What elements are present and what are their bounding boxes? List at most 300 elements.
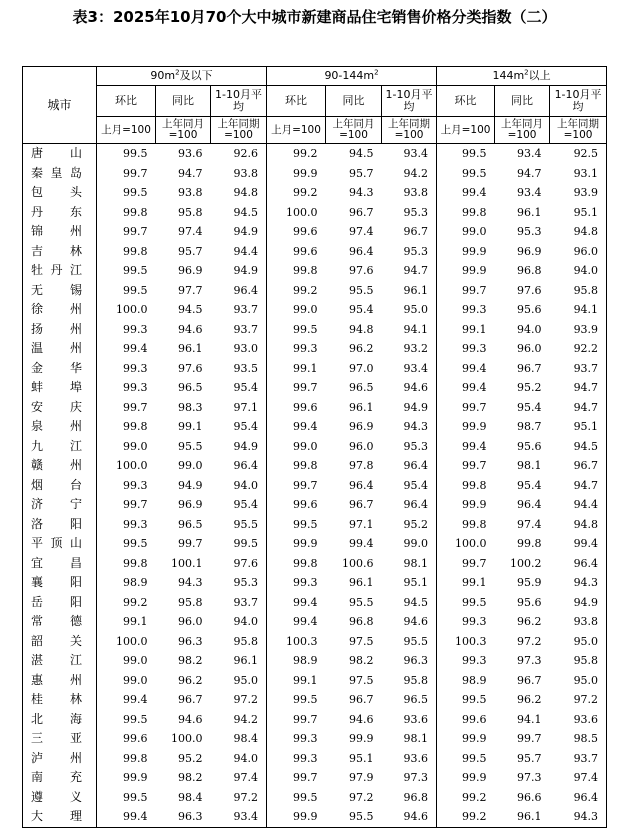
city-name: 大 理 — [23, 807, 97, 827]
table-row — [23, 476, 607, 496]
index-value: 97.4 — [349, 225, 374, 239]
index-value: 93.7 — [211, 300, 267, 320]
index-value: 94.7 — [517, 166, 542, 180]
index-value: 94.3 — [349, 186, 374, 200]
index-value: 99.7 — [462, 459, 487, 473]
city-name: 南 充 — [23, 768, 97, 788]
index-value: 94.2 — [211, 710, 267, 730]
index-value: 94.0 — [550, 261, 607, 281]
index-value: 94.6 — [382, 612, 437, 632]
index-value: 96.9 — [349, 420, 374, 434]
index-value: 95.3 — [517, 225, 542, 239]
city-name: 襄 阳 — [23, 573, 97, 593]
table-row — [23, 203, 607, 223]
index-value: 97.3 — [517, 654, 542, 668]
index-value: 100.3 — [455, 634, 487, 648]
index-value: 99.7 — [462, 400, 487, 414]
table-row — [23, 710, 607, 730]
city-name: 常 德 — [23, 612, 97, 632]
index-value: 93.5 — [211, 359, 267, 379]
table-row — [23, 534, 607, 554]
table-row — [23, 593, 607, 613]
index-value: 99.3 — [123, 517, 148, 531]
city-name: 岳 阳 — [23, 593, 97, 613]
index-value: 94.5 — [382, 593, 437, 613]
city-name: 韶 关 — [23, 632, 97, 652]
index-value: 93.7 — [211, 320, 267, 340]
city-name: 温 州 — [23, 339, 97, 359]
index-value: 97.5 — [349, 634, 374, 648]
city-name: 济 宁 — [23, 495, 97, 515]
base-label-yoy: 上年同月=100 — [156, 117, 211, 144]
index-value: 93.7 — [550, 749, 607, 769]
index-value: 95.8 — [550, 281, 607, 301]
index-value: 96.0 — [550, 242, 607, 262]
index-value: 95.2 — [382, 515, 437, 535]
index-value: 97.5 — [349, 673, 374, 687]
index-value: 100.0 — [116, 634, 148, 648]
index-value: 99.0 — [123, 439, 148, 453]
index-value: 93.7 — [211, 593, 267, 613]
index-value: 99.1 — [462, 576, 487, 590]
index-value: 99.7 — [462, 283, 487, 297]
index-value: 99.5 — [293, 693, 318, 707]
index-value: 94.7 — [550, 476, 607, 496]
index-value: 98.1 — [517, 459, 542, 473]
index-value: 96.2 — [517, 615, 542, 629]
index-value: 94.0 — [211, 476, 267, 496]
index-value: 93.7 — [550, 359, 607, 379]
index-value: 97.2 — [211, 690, 267, 710]
index-value: 97.0 — [349, 361, 374, 375]
table-row — [23, 300, 607, 320]
index-value: 94.1 — [517, 712, 542, 726]
index-value: 94.3 — [550, 573, 607, 593]
index-value: 95.5 — [349, 283, 374, 297]
index-value: 99.0 — [293, 439, 318, 453]
index-value: 99.4 — [550, 534, 607, 554]
index-value: 96.7 — [517, 361, 542, 375]
index-value: 93.4 — [517, 147, 542, 161]
index-value: 98.2 — [349, 654, 374, 668]
index-value: 96.3 — [156, 807, 211, 827]
subheader-mom: 环比 — [437, 86, 495, 117]
index-value: 96.0 — [178, 615, 203, 629]
index-value: 99.4 — [123, 342, 148, 356]
index-value: 99.0 — [123, 673, 148, 687]
index-value: 95.3 — [382, 437, 437, 457]
index-value: 94.7 — [382, 261, 437, 281]
index-value: 96.3 — [382, 651, 437, 671]
index-value: 95.8 — [550, 651, 607, 671]
index-value: 94.3 — [178, 576, 203, 590]
index-value: 99.1 — [462, 322, 487, 336]
index-value: 99.7 — [293, 712, 318, 726]
index-value: 93.8 — [382, 183, 437, 203]
group-header-large: $144m^2$以上 — [437, 67, 607, 86]
city-name: 丹 东 — [23, 203, 97, 223]
index-value: 99.0 — [178, 459, 203, 473]
index-value: 95.4 — [211, 378, 267, 398]
index-value: 96.8 — [517, 264, 542, 278]
index-value: 94.6 — [382, 807, 437, 827]
index-value: 99.8 — [462, 478, 487, 492]
index-value: 96.8 — [382, 788, 437, 808]
index-value: 99.0 — [462, 225, 487, 239]
index-value: 98.1 — [382, 729, 437, 749]
index-value: 96.1 — [517, 205, 542, 219]
index-value: 97.4 — [178, 225, 203, 239]
group-header-small: $90m^2$及以下 — [97, 67, 267, 86]
table-row — [23, 788, 607, 808]
index-value: 96.8 — [349, 615, 374, 629]
index-value: 95.1 — [550, 203, 607, 223]
index-value: 96.9 — [178, 264, 203, 278]
index-value: 99.8 — [123, 205, 148, 219]
index-value: 99.5 — [462, 693, 487, 707]
city-name: 泉 州 — [23, 417, 97, 437]
subheader-ytd-avg: 1-10月平均 — [211, 86, 267, 117]
index-value: 92.6 — [211, 144, 267, 164]
index-value: 96.5 — [349, 381, 374, 395]
index-value: 97.1 — [211, 398, 267, 418]
index-value: 95.5 — [349, 595, 374, 609]
index-value: 94.5 — [178, 303, 203, 317]
index-value: 95.8 — [178, 205, 203, 219]
table-row — [23, 417, 607, 437]
index-value: 98.5 — [550, 729, 607, 749]
index-value: 99.9 — [462, 732, 487, 746]
index-value: 96.7 — [550, 456, 607, 476]
city-name: 吉 林 — [23, 242, 97, 262]
index-value: 99.9 — [462, 264, 487, 278]
index-value: 96.1 — [349, 400, 374, 414]
index-value: 99.8 — [293, 556, 318, 570]
index-value: 95.8 — [178, 595, 203, 609]
index-value: 96.2 — [349, 342, 374, 356]
index-value: 93.6 — [178, 147, 203, 161]
table-row — [23, 222, 607, 242]
city-name: 锦 州 — [23, 222, 97, 242]
index-value: 99.5 — [123, 147, 148, 161]
index-value: 96.1 — [178, 342, 203, 356]
city-name: 秦 皇 岛 — [23, 164, 97, 184]
index-value: 94.9 — [211, 222, 267, 242]
index-value: 94.8 — [349, 322, 374, 336]
city-name: 桂 林 — [23, 690, 97, 710]
city-name: 惠 州 — [23, 671, 97, 691]
index-value: 99.8 — [517, 537, 542, 551]
base-label-mom: 上月=100 — [437, 117, 495, 144]
index-value: 94.6 — [349, 712, 374, 726]
subheader-yoy: 同比 — [495, 86, 550, 117]
index-value: 99.5 — [123, 537, 148, 551]
index-value: 95.6 — [517, 303, 542, 317]
index-value: 97.2 — [550, 690, 607, 710]
base-label-mom: 上月=100 — [97, 117, 156, 144]
index-value: 99.8 — [123, 556, 148, 570]
table-row — [23, 632, 607, 652]
index-value: 99.4 — [462, 439, 487, 453]
index-value: 99.2 — [293, 186, 318, 200]
index-value: 97.2 — [517, 634, 542, 648]
index-value: 99.3 — [462, 342, 487, 356]
table-row — [23, 437, 607, 457]
table-row — [23, 183, 607, 203]
index-value: 95.8 — [382, 671, 437, 691]
subheader-mom: 环比 — [97, 86, 156, 117]
index-value: 95.4 — [211, 495, 267, 515]
index-value: 99.1 — [123, 615, 148, 629]
city-name: 金 华 — [23, 359, 97, 379]
city-name: 唐 山 — [23, 144, 97, 164]
index-value: 95.4 — [211, 417, 267, 437]
index-value: 95.3 — [382, 203, 437, 223]
index-value: 95.6 — [517, 595, 542, 609]
index-value: 99.5 — [293, 517, 318, 531]
table-row — [23, 242, 607, 262]
index-value: 97.6 — [349, 264, 374, 278]
index-value: 99.1 — [293, 673, 318, 687]
index-value: 93.1 — [550, 164, 607, 184]
index-value: 98.4 — [178, 790, 203, 804]
index-value: 98.2 — [178, 771, 203, 785]
index-value: 96.2 — [517, 693, 542, 707]
index-value: 99.5 — [123, 712, 148, 726]
index-value: 94.4 — [550, 495, 607, 515]
table-row — [23, 261, 607, 281]
index-value: 95.4 — [517, 400, 542, 414]
index-value: 92.5 — [550, 144, 607, 164]
index-value: 96.0 — [517, 342, 542, 356]
index-value: 94.6 — [178, 322, 203, 336]
index-value: 94.0 — [211, 612, 267, 632]
index-value: 95.0 — [550, 632, 607, 652]
index-value: 100.1 — [171, 556, 203, 570]
index-value: 99.0 — [123, 654, 148, 668]
city-name: 安 庆 — [23, 398, 97, 418]
index-value: 99.5 — [123, 283, 148, 297]
index-value: 99.7 — [123, 166, 148, 180]
index-value: 94.0 — [211, 749, 267, 769]
index-value: 99.4 — [349, 537, 374, 551]
index-value: 96.7 — [517, 673, 542, 687]
index-value: 99.7 — [123, 225, 148, 239]
index-value: 99.8 — [123, 244, 148, 258]
index-value: 99.9 — [462, 771, 487, 785]
index-value: 99.4 — [293, 595, 318, 609]
index-value: 93.8 — [211, 164, 267, 184]
index-value: 99.5 — [211, 534, 267, 554]
index-value: 94.1 — [550, 300, 607, 320]
subheader-yoy: 同比 — [326, 86, 382, 117]
table-row — [23, 729, 607, 749]
index-value: 93.8 — [178, 186, 203, 200]
index-value: 97.6 — [178, 361, 203, 375]
city-name: 泸 州 — [23, 749, 97, 769]
index-value: 99.5 — [123, 264, 148, 278]
index-value: 99.5 — [462, 595, 487, 609]
city-name: 扬 州 — [23, 320, 97, 340]
index-value: 96.6 — [517, 790, 542, 804]
index-value: 96.7 — [349, 693, 374, 707]
index-value: 100.0 — [455, 537, 487, 551]
base-label-mom: 上月=100 — [267, 117, 326, 144]
index-value: 93.4 — [382, 359, 437, 379]
index-value: 96.4 — [349, 244, 374, 258]
index-value: 96.0 — [349, 439, 374, 453]
subheader-mom: 环比 — [267, 86, 326, 117]
index-value: 95.1 — [349, 751, 374, 765]
index-value: 100.0 — [286, 205, 318, 219]
base-label-ytd-avg: 上年同期=100 — [550, 117, 607, 144]
index-value: 93.4 — [517, 186, 542, 200]
city-name: 宜 昌 — [23, 554, 97, 574]
index-value: 96.4 — [211, 456, 267, 476]
index-value: 96.2 — [178, 673, 203, 687]
index-value: 99.8 — [293, 264, 318, 278]
index-value: 100.2 — [510, 556, 542, 570]
index-value: 96.4 — [382, 495, 437, 515]
index-value: 96.7 — [382, 222, 437, 242]
index-value: 99.8 — [462, 205, 487, 219]
index-value: 93.9 — [550, 183, 607, 203]
index-value: 99.7 — [178, 537, 203, 551]
index-value: 95.3 — [211, 573, 267, 593]
index-value: 96.4 — [382, 456, 437, 476]
index-value: 93.4 — [382, 144, 437, 164]
table-row — [23, 749, 607, 769]
index-value: 94.0 — [517, 322, 542, 336]
index-value: 95.9 — [517, 576, 542, 590]
index-value: 94.4 — [211, 242, 267, 262]
table-row — [23, 320, 607, 340]
index-value: 99.4 — [293, 420, 318, 434]
index-value: 97.8 — [349, 459, 374, 473]
table-row — [23, 281, 607, 301]
index-value: 99.8 — [123, 751, 148, 765]
table-row — [23, 690, 607, 710]
table-row — [23, 456, 607, 476]
index-value: 99.0 — [293, 303, 318, 317]
index-value: 96.5 — [178, 517, 203, 531]
city-name: 北 海 — [23, 710, 97, 730]
index-value: 99.2 — [462, 790, 487, 804]
index-value: 99.6 — [293, 400, 318, 414]
index-value: 94.8 — [550, 515, 607, 535]
city-name: 赣 州 — [23, 456, 97, 476]
index-value: 96.4 — [211, 281, 267, 301]
index-value: 99.3 — [123, 381, 148, 395]
index-value: 94.9 — [550, 593, 607, 613]
index-value: 94.1 — [382, 320, 437, 340]
index-value: 99.2 — [123, 595, 148, 609]
city-name: 湛 江 — [23, 651, 97, 671]
index-value: 99.6 — [293, 498, 318, 512]
table-row — [23, 768, 607, 788]
index-value: 98.1 — [382, 554, 437, 574]
index-value: 94.3 — [550, 807, 607, 827]
index-value: 99.7 — [517, 732, 542, 746]
index-value: 99.9 — [349, 732, 374, 746]
city-name: 烟 台 — [23, 476, 97, 496]
price-index-table — [22, 66, 607, 828]
index-value: 93.8 — [550, 612, 607, 632]
city-name: 牡 丹 江 — [23, 261, 97, 281]
table-row — [23, 554, 607, 574]
index-value: 97.1 — [349, 517, 374, 531]
index-value: 98.9 — [123, 576, 148, 590]
index-value: 95.0 — [382, 300, 437, 320]
city-name: 遵 义 — [23, 788, 97, 808]
index-value: 99.7 — [462, 556, 487, 570]
index-value: 99.3 — [293, 342, 318, 356]
index-value: 94.3 — [382, 417, 437, 437]
index-value: 99.9 — [293, 166, 318, 180]
index-value: 97.4 — [211, 768, 267, 788]
index-value: 94.8 — [550, 222, 607, 242]
index-value: 99.3 — [462, 615, 487, 629]
index-value: 94.7 — [550, 378, 607, 398]
index-value: 96.7 — [349, 498, 374, 512]
index-value: 98.7 — [517, 420, 542, 434]
index-value: 94.5 — [211, 203, 267, 223]
index-value: 99.7 — [123, 400, 148, 414]
index-value: 99.4 — [293, 615, 318, 629]
table-row — [23, 515, 607, 535]
city-column-header: 城市 — [23, 67, 97, 144]
index-value: 99.4 — [97, 807, 156, 827]
table-title: 表3：2025年10月70个大中城市新建商品住宅销售价格分类指数（二） — [72, 8, 557, 26]
table-row — [23, 651, 607, 671]
base-label-yoy: 上年同月=100 — [495, 117, 550, 144]
city-name: 三 亚 — [23, 729, 97, 749]
index-value: 96.9 — [178, 498, 203, 512]
table-row — [23, 144, 607, 164]
index-value: 94.6 — [178, 712, 203, 726]
table-row — [23, 612, 607, 632]
index-value: 99.3 — [462, 303, 487, 317]
index-value: 99.9 — [267, 807, 326, 827]
city-name: 徐 州 — [23, 300, 97, 320]
index-value: 99.3 — [293, 751, 318, 765]
index-value: 98.9 — [462, 673, 487, 687]
city-name: 平 顶 山 — [23, 534, 97, 554]
table-row — [23, 495, 607, 515]
index-value: 99.3 — [293, 732, 318, 746]
index-value: 100.6 — [342, 556, 374, 570]
index-value: 95.0 — [211, 671, 267, 691]
index-value: 99.0 — [382, 534, 437, 554]
index-value: 96.4 — [517, 498, 542, 512]
base-label-yoy: 上年同月=100 — [326, 117, 382, 144]
index-value: 94.5 — [550, 437, 607, 457]
index-value: 95.2 — [517, 381, 542, 395]
index-value: 95.7 — [517, 751, 542, 765]
index-value: 99.7 — [293, 771, 318, 785]
index-value: 96.1 — [211, 651, 267, 671]
index-value: 98.4 — [211, 729, 267, 749]
city-name: 蚌 埠 — [23, 378, 97, 398]
index-value: 96.7 — [178, 693, 203, 707]
group-header-medium: $90-144m^2$ — [267, 67, 437, 86]
index-value: 93.6 — [382, 749, 437, 769]
index-value: 99.3 — [123, 322, 148, 336]
index-value: 95.0 — [550, 671, 607, 691]
base-label-ytd-avg: 上年同期=100 — [211, 117, 267, 144]
index-value: 99.3 — [123, 361, 148, 375]
index-value: 98.2 — [178, 654, 203, 668]
